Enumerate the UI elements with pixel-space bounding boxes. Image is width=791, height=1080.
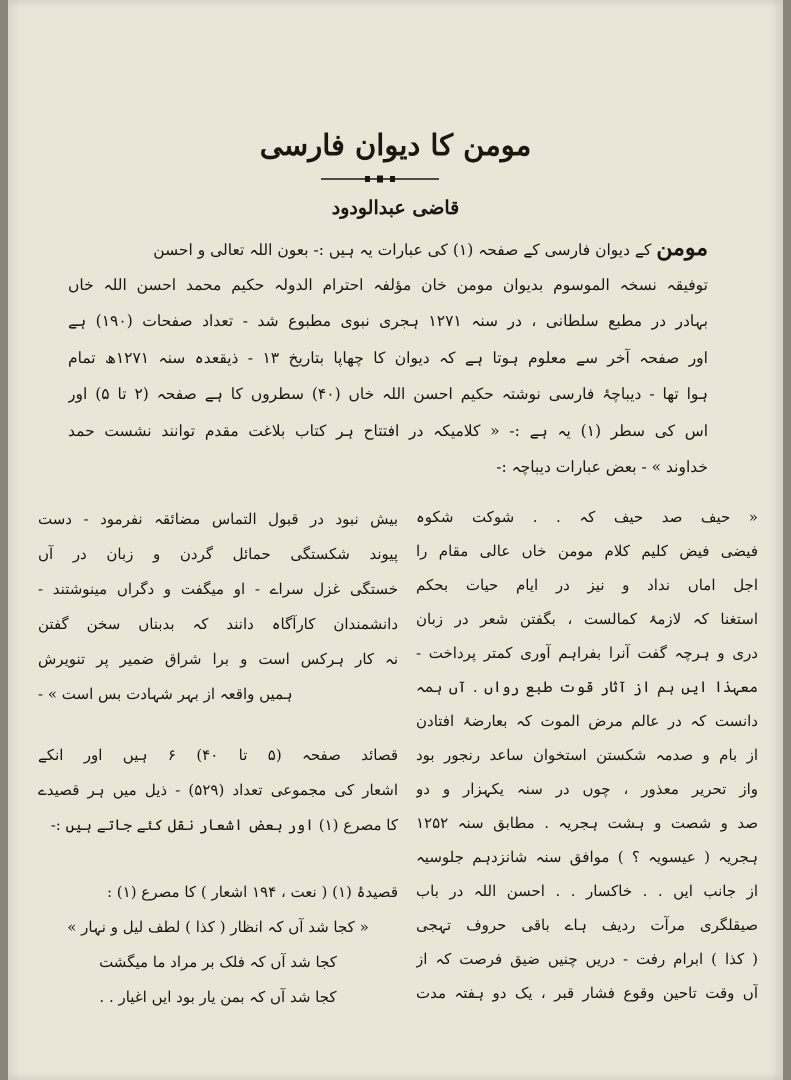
right-column-line: آں وقت تاحین وقوع فشار قبر ، یک دو ہفتہ مدت bbox=[416, 984, 758, 1002]
left-column-block-3 bbox=[38, 875, 398, 1015]
intro-line: خداوند » - بعض عبارات دیباچہ :- bbox=[496, 458, 708, 476]
left-column-line: دانشمندان کارآگاہ دانند کہ بدبناں سخن گفتن bbox=[38, 615, 398, 633]
title-ornament bbox=[321, 174, 439, 184]
left-column-line: نہ کار ہرکس است و برا شراق ضمیر پر تنویرش bbox=[38, 650, 398, 668]
right-column-line: فیضی فیض کلیم کلام مومن خاں عالی مقام را bbox=[416, 542, 758, 560]
right-column-line: « حیف صد حیف کہ . . شوکت شکوہ bbox=[416, 508, 758, 526]
left-column-line: اشعار کی مجموعی تعداد (۵۲۹) - ذیل میں ہر قصیدے bbox=[38, 781, 398, 799]
right-column-line: صیقلگری مرآت ردیف ہاے باقی حروف تہجی bbox=[416, 916, 758, 934]
intro-line: ہوا تھا - دیباچۂ فارسی نوشتہ حکیم احسن اللہ خاں (۴۰) سطروں کا ہے صفحہ (۲ تا ۵) اور bbox=[68, 385, 708, 403]
document-page bbox=[8, 0, 783, 1080]
left-column-line: قصیدۂ (۱) ( نعت ، ۱۹۴ اشعار ) کا مصرع (۱) : bbox=[106, 883, 398, 901]
right-column-line: دانست کہ در عالم مرض الموت کہ بعارضۂ افتادن bbox=[416, 712, 758, 730]
verse-line: کجا شد آں کہ فلک بر مراد ما میگشت bbox=[99, 953, 337, 971]
right-column-line: اجل اماں نداد و نیز در ایام حیات بحکم bbox=[416, 576, 758, 594]
intro-line: اس کی سطر (۱) یہ ہے :- « کلامیکہ در افتتاح ہر کتاب بلاغت مقدم توانند نشست حمد bbox=[68, 421, 708, 440]
right-column-line: صد و شصت و ہشت ہجریہ . مطابق سنہ ۱۲۵۲ bbox=[416, 814, 758, 832]
right-column-line: از بام و صدمہ شکستن استخوان ساعد رنجور بود bbox=[416, 746, 758, 764]
right-column-line: واز تحریر معذور ، چوں در سنہ یکہزار و دو bbox=[416, 780, 758, 798]
intro-first-rest: کے دیوان فارسی کے صفحہ (۱) کی عبارات یہ ہیں :- بعون اللہ تعالی و احسن bbox=[153, 241, 652, 259]
left-column-line: کا مصرع (۱) اور بعض اشعار نقل کئے جاتے ہیں :- bbox=[50, 816, 398, 834]
right-column-line: دری و ہرچہ گفت آنرا بفراہم آوری کمتر پرداخت - bbox=[416, 644, 758, 662]
intro-paragraph bbox=[68, 230, 708, 486]
right-column bbox=[416, 500, 758, 1010]
left-column-line: خستگی غزل سراے - او میگفت و دگراں مینوشتند - bbox=[38, 580, 398, 598]
right-column-line: استغنا کہ لازمۂ کمالست ، بگفتن شعر در زبان bbox=[416, 610, 758, 628]
author-name: قاضی عبدالودود bbox=[331, 197, 460, 219]
left-column-line: پیوند شکستگی حمائل گردن و زبان در آں bbox=[38, 545, 398, 563]
right-column-line: ہجریہ ( عیسویہ ؟ ) موافق سنہ شانزدہم جلوسیہ bbox=[416, 848, 758, 866]
right-column-line: معہذا ایں ہم از آثار قوت طبع رواں . آں ہمہ bbox=[416, 678, 758, 696]
left-column-block-2 bbox=[38, 738, 398, 843]
article-title: مومن کا دیوان فارسی bbox=[259, 128, 532, 162]
intro-line: اور صفحہ آخر سے معلوم ہوتا ہے کہ دیوان کا چھاپا بتاریخ ۱۳ - ذیقعدہ سنہ ۱۲۷۱ھ تمام bbox=[68, 348, 708, 367]
left-column-line: ہمیں واقعہ از بہر شہادت بس است » - bbox=[38, 685, 293, 703]
intro-line: بہادر در مطبع سلطانی ، در سنہ ۱۲۷۱ ہجری نبوی مطبوع شد - تعداد صفحات (۱۹۰) ہے bbox=[68, 312, 708, 330]
lead-word: مومن bbox=[656, 235, 708, 261]
verse-line: کجا شد آں کہ بمن یار بود ایں اغیار . . bbox=[99, 988, 337, 1006]
intro-line bbox=[68, 230, 708, 267]
right-column-line: از جانب ایں . . خاکسار . . احسن اللہ در باب bbox=[416, 882, 758, 900]
left-column-line: قصائد صفحہ (۵ تا ۴۰) ۶ ہیں اور انکے bbox=[38, 746, 398, 764]
right-column-line: ( کذا ) ابرام رفت - دریں چنیں ضیق فرصت کہ از bbox=[416, 950, 758, 968]
left-column-line: بیش نبود در قبول التماس مضائقہ نفرمود - دست bbox=[38, 510, 398, 528]
left-column-line: « کجا شد آں کہ انظار ( کذا ) لطف لیل و نہار » bbox=[67, 918, 369, 936]
left-column-block-1 bbox=[38, 502, 398, 712]
intro-line: توفیقہ نسخہ الموسوم بدیوان مومن خان مؤلفہ احترام الدولہ حکیم محمد احسن اللہ خاں bbox=[68, 275, 708, 294]
